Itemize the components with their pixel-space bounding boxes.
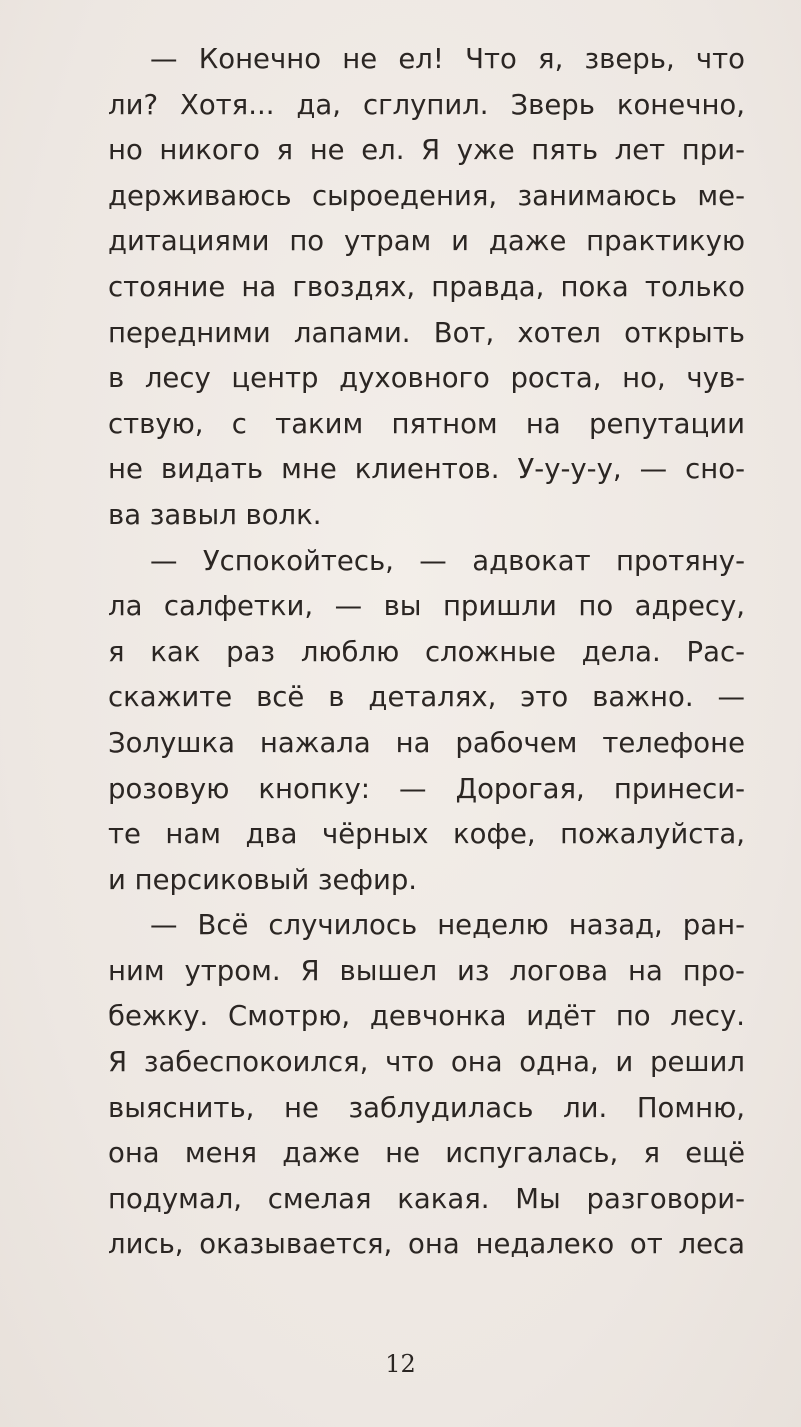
text-line: дитациями по утрам и даже практикую (108, 225, 745, 258)
text-line: держиваюсь сыроедения, занимаюсь ме- (108, 179, 745, 212)
text-line: розовую кнопку: — Дорогая, принеси- (108, 772, 745, 805)
text-line: ла салфетки, — вы пришли по адресу, (108, 590, 745, 623)
text-line: — Конечно не ел! Что я, зверь, что (150, 43, 745, 75)
text-line: выяснить, не заблудилась ли. Помню, (108, 1091, 745, 1124)
text-line: Золушка нажала на рабочем телефоне (108, 726, 745, 759)
text-line: не видать мне клиентов. У-у-у-у, — сно- (108, 453, 745, 486)
text-line: подумал, смелая какая. Мы разговори- (108, 1182, 745, 1215)
text-line: лись, оказывается, она недалеко от леса (108, 1228, 745, 1261)
text-line: стояние на гвоздях, правда, пока только (108, 270, 745, 303)
text-line: те нам два чёрных кофе, пожалуйста, (108, 818, 745, 851)
text-line: Я забеспокоился, что она одна, и решил (108, 1046, 745, 1079)
text-line: — Всё случилось неделю назад, ран- (150, 909, 745, 942)
text-line: и персиковый зефир. (108, 863, 418, 896)
text-line: — Успокойтесь, — адвокат протяну- (150, 544, 745, 577)
text-line: ним утром. Я вышел из логова на про- (108, 954, 745, 987)
text-line: в лесу центр духовного роста, но, чув- (108, 362, 745, 395)
body-text (108, 37, 745, 1268)
text-line: но никого я не ел. Я уже пять лет при- (108, 134, 745, 167)
text-line: передними лапами. Вот, хотел открыть (108, 316, 745, 349)
text-line: я как раз люблю сложные дела. Рас- (108, 635, 745, 668)
text-line: скажите всё в деталях, это важно. — (108, 681, 745, 714)
text-line: ли? Хотя... да, сглупил. Зверь конечно, (108, 88, 745, 121)
text-line: бежку. Смотрю, девчонка идёт по лесу. (108, 1000, 745, 1033)
text-line: ствую, с таким пятном на репутации (108, 407, 745, 440)
page-number: 12 (385, 1350, 416, 1378)
text-line: ва завыл волк. (108, 498, 322, 531)
text-line: она меня даже не испугалась, я ещё (108, 1137, 745, 1170)
